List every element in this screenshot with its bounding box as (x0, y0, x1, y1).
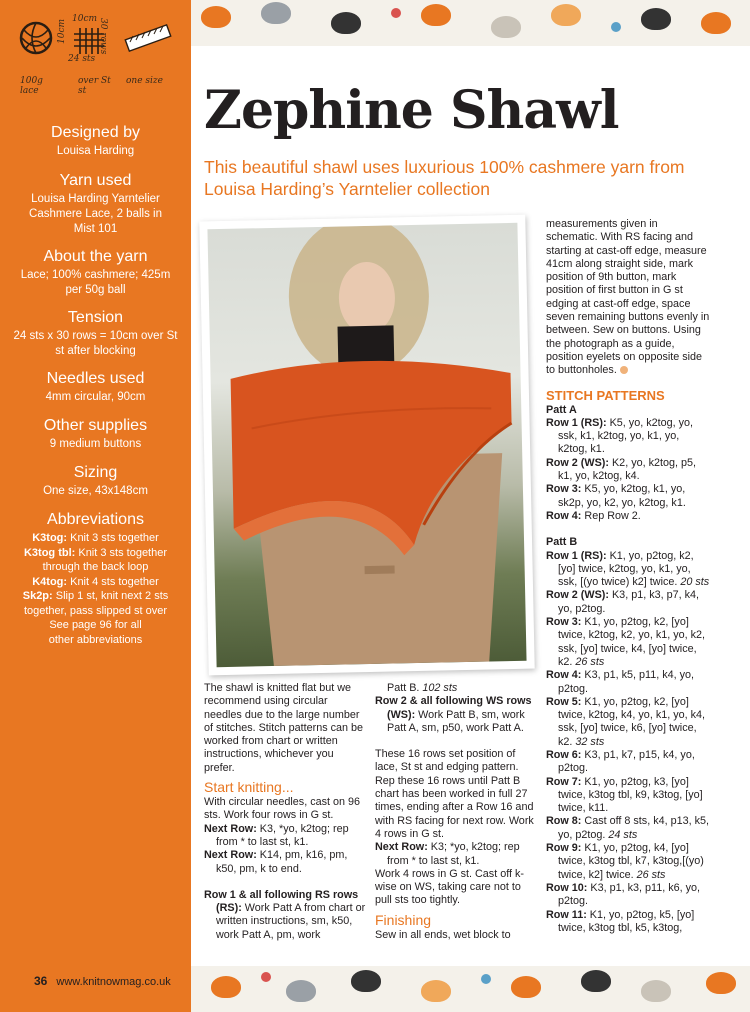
stitch-patterns-heading: STITCH PATTERNS (546, 387, 665, 403)
cat-icon (421, 4, 451, 26)
swatch-top-label: 10cm (72, 14, 98, 24)
tape-measure-icon (125, 25, 170, 51)
shawl-illustration (207, 223, 526, 667)
cat-icon (706, 972, 736, 994)
cat-icon (581, 970, 611, 992)
start-knitting-text: With circular needles, cast on 96 sts. Work four rows in G st. (204, 796, 361, 822)
cat-icon (641, 980, 671, 1002)
cat-icon (211, 976, 241, 998)
other-heading: Other supplies (43, 417, 148, 434)
instruction-row: Row 8: Cast off 8 sts, k4, p13, k5, yo, p2tog. 24 sts (546, 815, 710, 841)
start-knitting-heading: Start knitting... (204, 779, 294, 796)
cat-icon (421, 980, 451, 1002)
page-number: 36 (34, 974, 48, 988)
tension-text: 24 sts x 30 rows = 10cm over St st after blocking (13, 330, 178, 357)
designed-by (0, 124, 191, 159)
photo-frame (199, 215, 534, 676)
patt-a-heading: Patt A (546, 403, 577, 416)
yarn-ball-icon (261, 972, 271, 982)
page-footer (34, 974, 171, 988)
abbreviation-item: K3tog tbl: Knit 3 sts together through the back loop (23, 546, 168, 573)
repeat-paragraph: These 16 rows set position of lace, St st and edging pattern. Rep these 16 rows until Patt B chart has been worked in full 27 times, ending after a Row 16 and with RS facing for next row. Work 4 rows in G st. (375, 748, 534, 840)
abbreviations (0, 511, 191, 647)
cat-icon (351, 970, 381, 992)
column-3 (546, 218, 710, 935)
instruction-row: Row 2 (WS): K2, yo, k2tog, p5, k1, yo, k2tog, k4. (546, 456, 697, 483)
instruction-row: Row 3: K5, yo, k2tog, k1, yo, sk2p, yo, k2, yo, k2tog, k1. (546, 483, 686, 509)
abbreviations-heading: Abbreviations (47, 511, 144, 528)
finishing-continued: measurements given in schematic. With RS facing and starting at cast-off edge, measure 41cm along straight side, mark position of 9th button, mark position of first button in G st edging at cast-off edge, space seven remaining buttons evenly in between. Sew on buttons. Using the photograph as a guide, position eyelets on opposite side to buttonholes. (546, 218, 710, 377)
instruction-row: Row 2 & all following WS rows (WS): Work Patt B, sm, work Patt A, sm, p50, work Patt A. (375, 695, 532, 734)
finishing-heading: Finishing (375, 911, 432, 928)
swatch-sts-label: 24 sts (68, 54, 96, 64)
end-mark-icon (620, 366, 628, 374)
subtitle: This beautiful shawl uses luxurious 100% cashmere yarn from Louisa Harding’s Yarntelier collection (204, 157, 685, 199)
tension (0, 309, 191, 359)
instruction-row: Row 1 (RS): K1, yo, p2tog, k2, [yo] twice, k2tog, yo, k1, yo, ssk, [(yo twice) k2] twice. 20 sts (546, 549, 710, 589)
page-title: Zephine Shawl (204, 80, 619, 141)
cat-icon (641, 8, 671, 30)
instruction-row: Row 2 (WS): K3, p1, k3, p7, k4, yo, p2tog. (546, 589, 700, 615)
instruction-row: Row 10: K3, p1, k3, p11, k6, yo, p2tog. (546, 881, 701, 908)
instruction-row: Row 3: K1, yo, p2tog, k2, [yo] twice, k2tog, k2, yo, k1, yo, k2, ssk, [yo] twice, k4, [yo] twice, k2. 26 sts (546, 616, 706, 668)
instruction-row: Row 11: K1, yo, p2tog, k5, [yo] twice, k3tog tbl, k5, k3tog, (546, 908, 695, 934)
instruction-row: Next Row: K3; *yo, k2tog; rep from * to last st, k1. (375, 841, 520, 867)
cat-icon (701, 12, 731, 34)
instruction-cont: Patt B. 102 sts (387, 682, 458, 694)
designed-by-text: Louisa Harding (56, 145, 135, 157)
cat-icon (331, 12, 361, 34)
instruction-row: Row 6: K3, p1, k7, p15, k4, yo, p2tog. (546, 748, 695, 775)
cat-pattern-bottom (191, 966, 750, 1012)
instruction-row: Next Row: K3, *yo, k2tog; rep from * to last st, k1. (204, 822, 349, 848)
sidebar (0, 0, 191, 1012)
instruction-row: Row 5: K1, yo, p2tog, k2, [yo] twice, k2tog, k4, yo, k1, yo, k4, ssk, [yo] twice, k6, [yo] twice, k2. 32 sts (546, 695, 706, 748)
instruction-row: Row 1 (RS): K5, yo, k2tog, yo, ssk, k1, k2tog, yo, k1, yo, k2tog, k1. (546, 416, 694, 456)
about-yarn-text: Lace; 100% cashmere; 425m per 50g ball (20, 269, 171, 296)
abbreviation-item: K4tog: Knit 4 sts together (32, 575, 159, 588)
tension-heading: Tension (67, 309, 124, 326)
sizing-heading: Sizing (73, 464, 118, 481)
footer-url[interactable]: www.knitnowmag.co.uk (56, 976, 171, 988)
yarn-used-heading: Yarn used (59, 172, 132, 189)
yarn-ball-icon (611, 22, 621, 32)
yarn-used (0, 172, 191, 237)
finishing-text: Sew in all ends, wet block to (375, 928, 511, 941)
abbreviation-note: See page 96 for all other abbreviations (48, 619, 143, 646)
cat-icon (491, 16, 521, 38)
cat-icon (261, 2, 291, 24)
yarn-ball-icon (391, 8, 401, 18)
cat-icon (551, 4, 581, 26)
designed-by-heading: Designed by (51, 124, 140, 141)
instruction-row: Next Row: K14, pm, k16, pm, k50, pm, k to end. (204, 849, 348, 875)
abbreviation-item: Sk2p: Slip 1 st, knit next 2 sts together, pass slipped st over (22, 590, 169, 617)
sizing (0, 464, 191, 499)
sizing-text: One size, 43x148cm (43, 485, 148, 497)
swatch-rows-label: 30 rows (98, 18, 108, 55)
column-1 (204, 682, 366, 942)
column-2 (375, 682, 535, 942)
instruction-row: Row 1 & all following RS rows (RS): Work Patt A from chart or written instructions, sm, k50, work Patt A, pm, work (204, 888, 366, 941)
instruction-row: Row 7: K1, yo, p2tog, k3, [yo] twice, k3tog tbl, k9, k3tog, [yo] twice, k11. (546, 775, 703, 815)
instruction-row: Row 4: Rep Row 2. (546, 509, 641, 522)
instruction-row: Row 9: K1, yo, p2tog, k4, [yo] twice, k3tog tbl, k7, k3tog,[(yo) twice, k2] twice. 26 sts (546, 842, 704, 881)
cat-icon (201, 6, 231, 28)
about-yarn (0, 248, 191, 298)
intro-paragraph: The shawl is knitted flat but we recommend using circular needles due to the large number of stitches. Stitch patterns can be worked from chart or written instructions, whichever you prefer. (204, 682, 364, 774)
abbreviation-list (0, 531, 191, 647)
instruction-row: Row 4: K3, p1, k5, p11, k4, yo, p2tog. (546, 669, 695, 695)
cat-icon (286, 980, 316, 1002)
other-text: 9 medium buttons (49, 438, 142, 450)
model-photo (207, 223, 526, 667)
cat-icon (511, 976, 541, 998)
yarn-ball-icon (481, 974, 491, 984)
swatch-side-label: 10cm (57, 18, 67, 44)
needles-used (0, 370, 191, 405)
tape-label: one size (126, 76, 163, 86)
abbreviation-item: K3tog: Knit 3 sts together (32, 532, 159, 544)
cast-off-paragraph: Work 4 rows in G st. Cast off k-wise on WS, taking care not to pull sts too tightly. (375, 867, 524, 907)
yarn-ball-icon (21, 23, 51, 53)
ball-label: 100g lace (20, 76, 43, 96)
about-yarn-heading: About the yarn (43, 248, 148, 265)
cat-pattern-top (191, 0, 750, 46)
yarn-used-text: Louisa Harding Yarntelier Cashmere Lace, 2 balls in Mist 101 (29, 193, 162, 235)
gauge-label: over St st (78, 76, 111, 96)
needles-text: 4mm circular, 90cm (45, 391, 146, 403)
patt-b-heading: Patt B (546, 536, 578, 549)
needles-heading: Needles used (46, 370, 145, 387)
other-supplies (0, 417, 191, 452)
